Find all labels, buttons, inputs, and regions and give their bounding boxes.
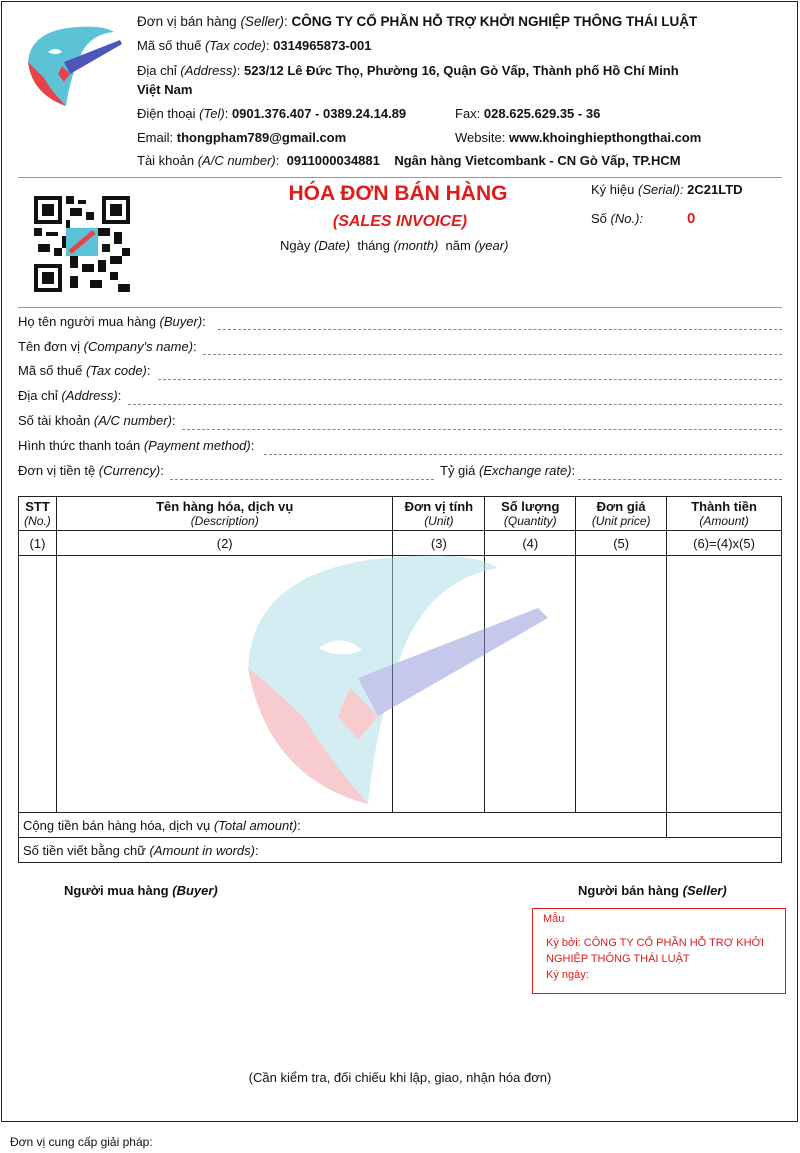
seller-signature-label: Người bán hàng: [578, 883, 679, 898]
header-description: Tên hàng hóa, dịch vụ (Description): [56, 497, 392, 531]
serial-row: [591, 182, 743, 197]
buyer-exchange-label-row: Tỷ giá (Exchange rate):: [440, 463, 576, 478]
seller-address-row: Địa chỉ (Address): 523/12 Lê Đức Thọ, Phường 16, Quận Gò Vấp, Thành phố Hồ Chí Minh: [137, 63, 679, 78]
words-row: [19, 838, 782, 863]
seller-tax-row: Mã số thuế (Tax code): 0314965873-001: [137, 38, 372, 53]
total-label-cell: Cộng tiền bán hàng hóa, dịch vụ (Total amount):: [19, 813, 667, 838]
seller-website: www.khoinghiepthongthai.com: [508, 130, 702, 145]
seller-account-label-en: (A/C number): [197, 153, 276, 168]
serial-label: Ký hiệu: [591, 182, 635, 197]
date-day-label-en: (Date): [313, 238, 351, 253]
signed-by-line2: NGHIỆP THÔNG THÁI LUẬT: [546, 953, 690, 965]
body-cell[interactable]: [576, 556, 667, 813]
date-year-label: năm: [445, 238, 471, 253]
buyer-company-field[interactable]: [203, 354, 782, 355]
buyer-address-label: Địa chỉ: [18, 388, 58, 403]
seller-tel-label: Điện thoại: [137, 106, 196, 121]
seller-account-label: Tài khoản: [137, 153, 195, 168]
buyer-payment-label-row: Hình thức thanh toán (Payment method):: [18, 438, 255, 453]
number-value: 0: [687, 210, 696, 227]
signed-by: Ký bởi: CÔNG TY CỔ PHẦN HỖ TRỢ KHỞI: [546, 937, 765, 949]
seller-address-line2: Việt Nam: [137, 82, 193, 97]
buyer-address-field[interactable]: [128, 404, 782, 405]
seller-bank: Ngân hàng Vietcombank - CN Gò Vấp, TP.HCM: [394, 153, 681, 168]
signature-stamp-title: Mẫu: [543, 913, 565, 925]
index-cell: (4): [485, 531, 576, 556]
buyer-account-label: Số tài khoản: [18, 413, 91, 428]
number-label: Số: [591, 211, 607, 226]
watermark-logo: [238, 548, 558, 808]
header-unit: Đơn vị tính (Unit): [393, 497, 485, 531]
buyer-account-label-row: Số tài khoản (A/C number):: [18, 413, 176, 428]
seller-address-label: Địa chỉ: [137, 63, 177, 78]
seller-tel-row: Điện thoại (Tel): 0901.376.407 - 0389.24.14.89: [137, 106, 407, 121]
buyer-account-label-en: (A/C number): [93, 413, 172, 428]
index-cell: (6)=(4)x(5): [667, 531, 782, 556]
seller-fax-row: [455, 106, 600, 121]
header-amount: Thành tiền (Amount): [667, 497, 782, 531]
buyer-exchange-field[interactable]: [578, 479, 782, 480]
seller-name-label-en: (Seller): [240, 14, 284, 29]
seller-name-row: Đơn vị bán hàng (Seller): CÔNG TY CỔ PHẦN HỖ TRỢ KHỞI NGHIỆP THÔNG THÁI LUẬT: [137, 14, 698, 29]
total-row: [19, 813, 782, 838]
header-unit-price: Đơn giá (Unit price): [576, 497, 667, 531]
buyer-account-field[interactable]: [182, 429, 782, 430]
index-cell: (3): [393, 531, 485, 556]
footer-note: (Cần kiểm tra, đối chiếu khi lập, giao, nhận hóa đơn): [248, 1070, 552, 1085]
seller-account-row: Tài khoản (A/C number): 0911000034881 Ngân hàng Vietcombank - CN Gò Vấp, TP.HCM: [137, 153, 681, 168]
seller-name-label: Đơn vị bán hàng: [137, 14, 237, 29]
seller-tel-label-en: (Tel): [199, 106, 225, 121]
table-header-row: [19, 497, 782, 531]
buyer-company-label: Tên đơn vị: [18, 339, 80, 354]
header-no: STT (No.): [19, 497, 57, 531]
buyer-tax-label-en: (Tax code): [85, 363, 147, 378]
invoice-title: HÓA ĐƠN BÁN HÀNG: [288, 182, 508, 205]
buyer-name-label: Họ tên người mua hàng: [18, 314, 156, 329]
index-cell: (5): [576, 531, 667, 556]
buyer-name-field[interactable]: [218, 329, 782, 330]
buyer-currency-label-row: Đơn vị tiền tệ (Currency):: [18, 463, 164, 478]
buyer-tax-label: Mã số thuế: [18, 363, 83, 378]
buyer-currency-label-en: (Currency): [98, 463, 161, 478]
seller-website-row: [455, 130, 701, 145]
body-cell[interactable]: [667, 556, 782, 813]
total-value-cell[interactable]: [667, 813, 782, 838]
digital-signature-box: [532, 908, 786, 994]
qr-code: [34, 196, 130, 292]
seller-fax: 028.625.629.35 - 36: [483, 106, 601, 121]
invoice-date-row: [280, 238, 508, 253]
buyer-tax-field[interactable]: [158, 379, 782, 380]
serial-value: 2C21LTD: [687, 182, 743, 197]
buyer-signature-label: Người mua hàng: [64, 883, 169, 898]
index-cell: (1): [19, 531, 57, 556]
invoice-subtitle: (SALES INVOICE): [332, 213, 468, 230]
words-label-cell: Số tiền viết bằng chữ (Amount in words):: [19, 838, 782, 863]
seller-address-label-en: (Address): [180, 63, 237, 78]
seller-fax-label: Fax:: [455, 106, 481, 121]
seller-email-row: [137, 130, 346, 145]
buyer-exchange-label: Tỷ giá: [440, 463, 476, 478]
buyer-payment-label: Hình thức thanh toán: [18, 438, 141, 453]
title-divider: [18, 307, 782, 308]
company-logo: [22, 22, 128, 108]
buyer-company-label-en: (Company's name): [83, 339, 194, 354]
number-label-en: (No.):: [610, 211, 644, 226]
seller-address-line1: 523/12 Lê Đức Thọ, Phường 16, Quận Gò Vấp, Thành phố Hồ Chí Minh: [243, 63, 679, 78]
serial-label-en: (Serial):: [638, 182, 684, 197]
number-row: [591, 211, 643, 226]
seller-account: 0911000034881: [286, 153, 380, 168]
buyer-company-label-row: Tên đơn vị (Company's name):: [18, 339, 197, 354]
buyer-payment-label-en: (Payment method): [143, 438, 251, 453]
seller-name: CÔNG TY CỔ PHẦN HỖ TRỢ KHỞI NGHIỆP THÔNG THÁI LUẬT: [291, 14, 698, 29]
buyer-signature-label-row: [64, 883, 218, 898]
index-cell: (2): [56, 531, 392, 556]
date-day-label: Ngày: [280, 238, 311, 253]
buyer-tax-label-row: Mã số thuế (Tax code):: [18, 363, 151, 378]
buyer-name-label-row: Họ tên người mua hàng (Buyer):: [18, 314, 206, 329]
date-month-label: tháng: [357, 238, 390, 253]
signed-date: Ký ngày:: [546, 969, 589, 981]
buyer-address-label-en: (Address): [61, 388, 118, 403]
buyer-exchange-label-en: (Exchange rate): [479, 463, 572, 478]
buyer-currency-label: Đơn vị tiền tệ: [18, 463, 96, 478]
seller-tel: 0901.376.407 - 0389.24.14.89: [231, 106, 407, 121]
buyer-currency-field[interactable]: [170, 479, 434, 480]
buyer-payment-field[interactable]: [264, 454, 782, 455]
footer-provider: Đơn vị cung cấp giải pháp:: [10, 1135, 153, 1149]
buyer-address-label-row: Địa chỉ (Address):: [18, 388, 122, 403]
seller-signature-label-en: (Seller): [682, 883, 727, 898]
header-divider: [18, 177, 782, 178]
header-quantity: Số lượng (Quantity): [485, 497, 576, 531]
date-month-label-en: (month): [393, 238, 439, 253]
seller-website-label: Website:: [455, 130, 506, 145]
seller-email-label: Email:: [137, 130, 174, 145]
seller-tax: 0314965873-001: [273, 38, 372, 53]
buyer-name-label-en: (Buyer): [159, 314, 203, 329]
seller-tax-label: Mã số thuế: [137, 38, 202, 53]
date-year-label-en: (year): [474, 238, 509, 253]
seller-tax-label-en: (Tax code): [204, 38, 266, 53]
seller-signature-label-row: [578, 883, 727, 898]
buyer-signature-label-en: (Buyer): [172, 883, 218, 898]
body-cell[interactable]: [19, 556, 57, 813]
seller-email: thongpham789@gmail.com: [176, 130, 347, 145]
